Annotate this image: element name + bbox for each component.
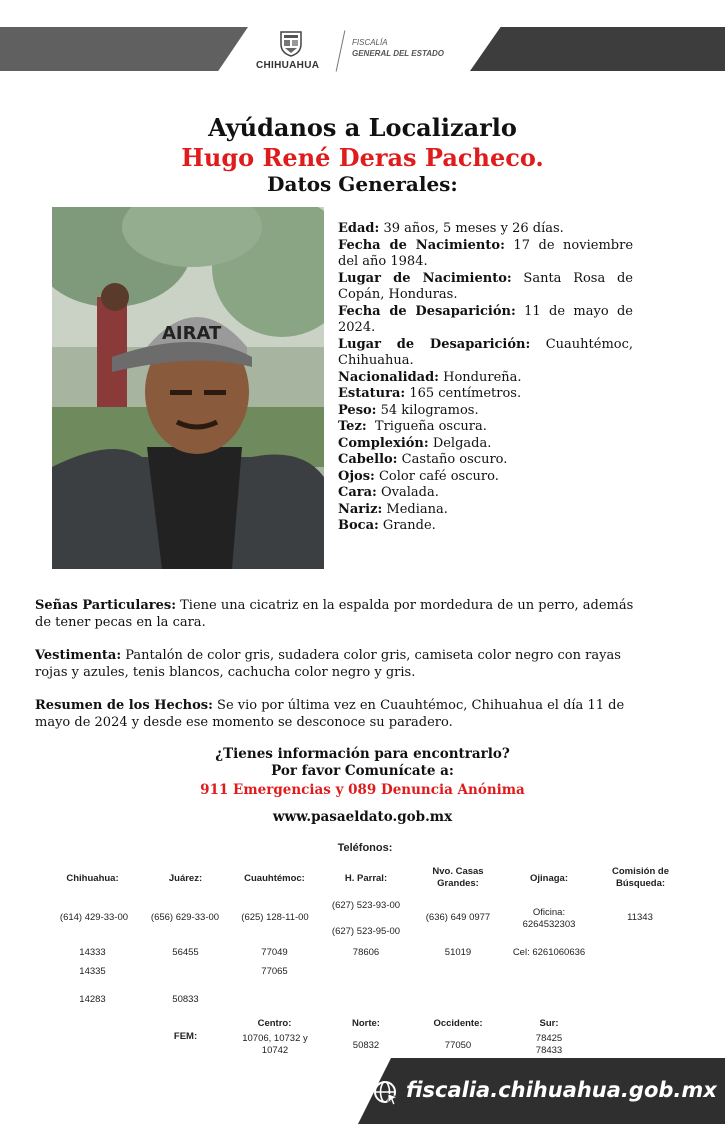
skin-label: Tez: [338, 419, 367, 434]
data-row-hair [338, 452, 633, 469]
fem-label: FEM: [173, 1031, 198, 1042]
org-name-line2: GENERAL DEL ESTADO [352, 49, 445, 58]
birth-date-value: 17 de noviembre del año 1984. [338, 237, 634, 269]
disappearance-place-value: Cuauhtémoc, Chihuahua. [338, 336, 634, 368]
ext-cuauhtemoc-1: 77049 [261, 947, 288, 958]
ext-chihuahua-2: 14335 [79, 966, 106, 977]
height-value: 165 centímetros. [405, 386, 522, 401]
clothing-text: Pantalón de color gris, sudadera color gris, camiseta color negro con rayas rojas y azules, tenis blancos, cachucha color negro y gris. [35, 648, 621, 680]
fem-centro-ext: 10706, 10732 y 10742 [242, 1033, 308, 1056]
build-value: Delgada. [428, 435, 492, 451]
missing-person-photo [52, 207, 324, 569]
distinguishing-marks-text: Tiene una cicatriz en la espalda por mordedura de un perro, además de tener pecas en la cara. [35, 598, 634, 630]
data-row-weight [338, 403, 633, 420]
age-value: 39 años, 5 meses y 26 días. [379, 221, 564, 236]
header-right-band [470, 27, 725, 71]
ext-parral: 78606 [352, 947, 380, 958]
fem-occidente-ext: 77050 [444, 1040, 472, 1051]
nationality-value: Hondureña. [439, 369, 522, 385]
hair-label: Cabello: [338, 452, 398, 467]
distinguishing-marks [35, 597, 635, 631]
phone-juarez[interactable]: (656) 629-33-00 [150, 912, 220, 923]
data-row-face [338, 485, 633, 502]
phone-parral-1[interactable]: (627) 523-93-00 [331, 900, 401, 911]
summary-label: Resumen de los Hechos: [35, 698, 213, 713]
header-nuevo-casas-grandes: Nvo. Casas Grandes: [432, 866, 484, 889]
data-row-eyes [338, 469, 633, 486]
summary-text: Se vio por última vez en Cuauhtémoc, Chihuahua el día 11 de mayo de 2024 y desde ese momento se desconoce su paradero. [35, 698, 625, 730]
phone-chihuahua[interactable]: (614) 429-33-00 [59, 912, 129, 923]
phone-parral-2[interactable]: (627) 523-95-00 [331, 926, 401, 937]
fem-centro-label: Centro: [257, 1018, 292, 1029]
build-label: Complexión: [338, 435, 429, 451]
data-row-birth-place [338, 271, 633, 304]
org-name-line1: FISCALÍA [352, 38, 388, 47]
summary-of-events [35, 697, 635, 731]
data-row-complexion-tone [338, 419, 633, 436]
birth-place-value: Santa Rosa de Copán, Honduras. [338, 270, 633, 302]
header-left-band [0, 27, 248, 71]
age-label: Edad: [338, 221, 380, 236]
mouth-label: Boca: [338, 518, 379, 533]
headline: Ayúdanos a Localizarlo [208, 113, 517, 142]
disappearance-place-label: Lugar de Desaparición: [338, 336, 531, 352]
header-ojinaga: Ojinaga: [529, 873, 568, 884]
fem-norte-ext: 50832 [352, 1040, 380, 1051]
nationality-label: Nacionalidad: [338, 369, 439, 385]
fem-occidente-label: Occidente: [433, 1018, 483, 1029]
clothing [35, 647, 635, 681]
eyes-label: Ojos: [338, 468, 375, 484]
header-cuauhtemoc: Cuauhtémoc: [244, 873, 305, 884]
disappearance-date-value: 11 de mayo de 2024. [338, 303, 634, 335]
face-label: Cara: [338, 485, 377, 500]
cta-question: ¿Tienes información para encontrarlo? [215, 746, 510, 762]
phones-title: Teléfonos: [337, 842, 393, 854]
weight-value: 54 kilogramos. [376, 402, 479, 418]
eyes-value: Color café oscuro. [374, 468, 499, 484]
birth-date-label: Fecha de Nacimiento: [338, 237, 505, 253]
weight-label: Peso: [338, 402, 377, 418]
skin-value: Trigueña oscura. [366, 419, 487, 434]
general-data-list [338, 221, 633, 535]
fem-sur-ext-1: 78425 [535, 1033, 563, 1044]
phone-ojinaga-office[interactable]: 6264532303 [522, 919, 576, 930]
header-chihuahua: Chihuahua: [66, 873, 119, 884]
header-comision-busqueda: Comisión de Búsqueda: [611, 866, 669, 889]
phone-nuevo-casas-grandes[interactable]: (636) 649 0977 [425, 912, 491, 923]
fem-norte-label: Norte: [352, 1018, 380, 1029]
data-row-disappearance-place [338, 337, 633, 370]
globe-cursor-icon [373, 1080, 399, 1106]
face-value: Ovalada. [376, 485, 439, 500]
footer-url[interactable]: fiscalia.chihuahua.gob.mx [406, 1078, 717, 1102]
hair-value: Castaño oscuro. [397, 452, 508, 467]
ext-cuauhtemoc-2: 77065 [261, 966, 288, 977]
phone-comision-busqueda[interactable]: 11343 [627, 912, 653, 923]
emergency-numbers: 911 Emergencias y 089 Denuncia Anónima [200, 782, 525, 798]
nose-label: Nariz: [338, 501, 383, 517]
header-juarez: Juárez: [168, 873, 203, 884]
clothing-label: Vestimenta: [35, 648, 122, 663]
data-row-nationality [338, 370, 633, 387]
data-row-height [338, 386, 633, 403]
distinguishing-marks-label: Señas Particulares: [35, 598, 176, 613]
disappearance-date-label: Fecha de Desaparición: [338, 303, 516, 319]
fem-sur-ext-2: 78433 [535, 1045, 563, 1056]
birth-place-label: Lugar de Nacimiento: [338, 270, 512, 286]
ext-nuevo-casas-grandes: 51019 [444, 947, 472, 958]
data-row-mouth [338, 518, 633, 535]
website-link[interactable]: www.pasaeldato.gob.mx [272, 809, 453, 825]
section-title: Datos Generales: [267, 172, 458, 196]
ext-chihuahua-1: 14333 [79, 947, 106, 958]
height-label: Estatura: [338, 386, 406, 401]
svg-text:AIRAT: AIRAT [162, 323, 222, 344]
cta-instruction: Por favor Comunícate a: [271, 763, 454, 779]
data-row-age [338, 221, 633, 238]
mouth-value: Grande. [378, 518, 436, 533]
data-row-nose [338, 502, 633, 519]
data-row-disappearance-date [338, 304, 633, 337]
state-crest-icon [276, 28, 306, 58]
ojinaga-office-label: Oficina: [532, 907, 566, 918]
header-divider [336, 30, 346, 71]
ext-juarez-1: 56455 [172, 947, 199, 958]
data-row-build [338, 436, 633, 453]
phone-cuauhtemoc[interactable]: (625) 128-11-00 [241, 912, 309, 923]
ext-chihuahua-3: 14283 [79, 994, 106, 1005]
phone-ojinaga-cell[interactable]: Cel: 6261060636 [512, 947, 586, 958]
data-row-birth-date [338, 238, 633, 271]
nose-value: Mediana. [382, 501, 448, 517]
header-parral: H. Parral: [344, 873, 388, 884]
ext-juarez-2: 50833 [172, 994, 199, 1005]
fem-sur-label: Sur: [539, 1018, 559, 1029]
missing-person-name: Hugo René Deras Pacheco. [181, 143, 544, 172]
org-city-label: CHIHUAHUA [256, 60, 320, 71]
